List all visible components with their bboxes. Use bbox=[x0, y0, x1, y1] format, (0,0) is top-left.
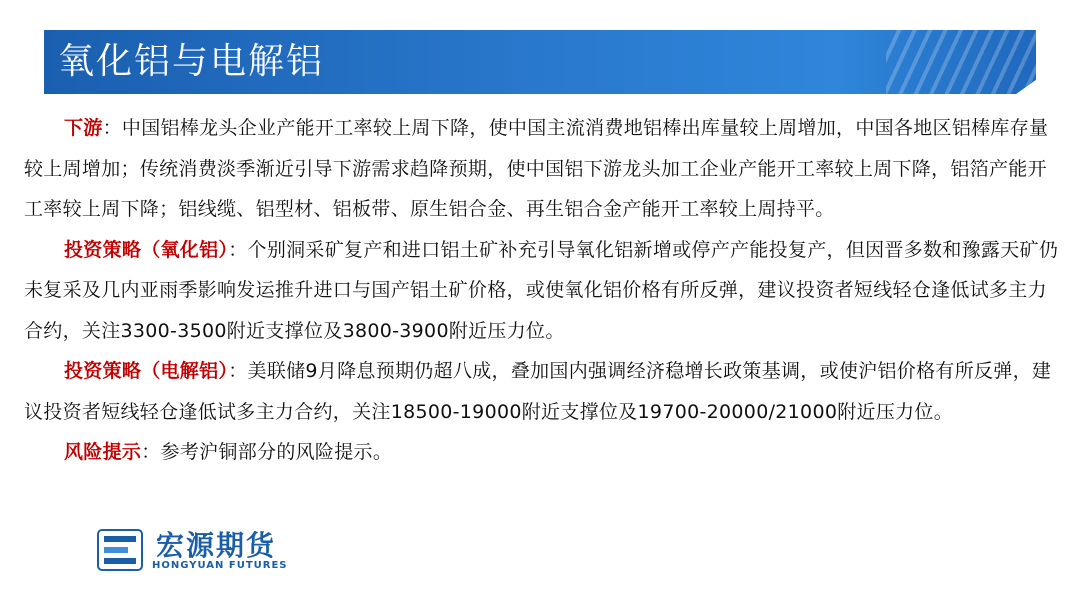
paragraph-lead: 投资策略（氧化铝） bbox=[64, 238, 229, 261]
banner-stripe-decoration bbox=[886, 30, 1036, 94]
logo-name-cn: 宏源期货 bbox=[156, 529, 277, 562]
paragraph-text: 中国铝棒龙头企业产能开工率较上周下降，使中国主流消费地铝棒出库量较上周增加，中国各地区铝棒库存量较上周增加；传统消费淡季渐近引导下游需求趋降预期，使中国铝下游龙头加工企业产能开工率较上周下降，铝箔产能开工率较上周下降；铝线缆、铝型材、铝板带、原生铝合金、再生铝合金产能开工率较上周持平。 bbox=[24, 117, 1049, 220]
paragraph-text: 个别洞采矿复产和进口铝土矿补充引导氧化铝新增或停产产能投复产，但因晋多数和豫露天矿仍未复采及几内亚雨季影响发运推升进口与国产铝土矿价格，或使氧化铝价格有所反弹，建议投资者短线轻仓逢低试多主力合约，关注3300-3500附近支撑位及3800-3900附近压力位。 bbox=[24, 238, 1059, 342]
logo-mark-icon bbox=[96, 526, 144, 574]
paragraph-text: 参考沪铜部分的风险提示。 bbox=[160, 441, 393, 463]
content-body bbox=[24, 108, 1060, 473]
paragraph-separator: ： bbox=[141, 441, 161, 463]
paragraph-risk-warning bbox=[24, 432, 1060, 473]
paragraph-downstream bbox=[24, 108, 1060, 230]
paragraph-strategy-alumina bbox=[24, 230, 1060, 352]
paragraph-separator: ： bbox=[228, 238, 248, 261]
paragraph-lead: 投资策略（电解铝） bbox=[64, 360, 229, 382]
paragraph-lead: 下游 bbox=[64, 117, 103, 139]
page-title: 氧化铝与电解铝 bbox=[58, 41, 325, 82]
paragraph-text: 美联储9月降息预期仍超八成，叠加国内强调经济稳增长政策基调，或使沪铝价格有所反弹，建议投资者短线轻仓逢低试多主力合约，关注18500-19000附近支撑位及19700-20000/21000附近压力位。 bbox=[24, 360, 1052, 423]
paragraph-separator: ： bbox=[102, 117, 122, 139]
paragraph-strategy-electrolytic-aluminum bbox=[24, 351, 1060, 432]
paragraph-lead: 风险提示 bbox=[64, 441, 142, 463]
company-logo bbox=[96, 522, 326, 580]
paragraph-separator: ： bbox=[228, 360, 248, 382]
logo-name-en: HONGYUAN FUTURES bbox=[152, 560, 288, 571]
